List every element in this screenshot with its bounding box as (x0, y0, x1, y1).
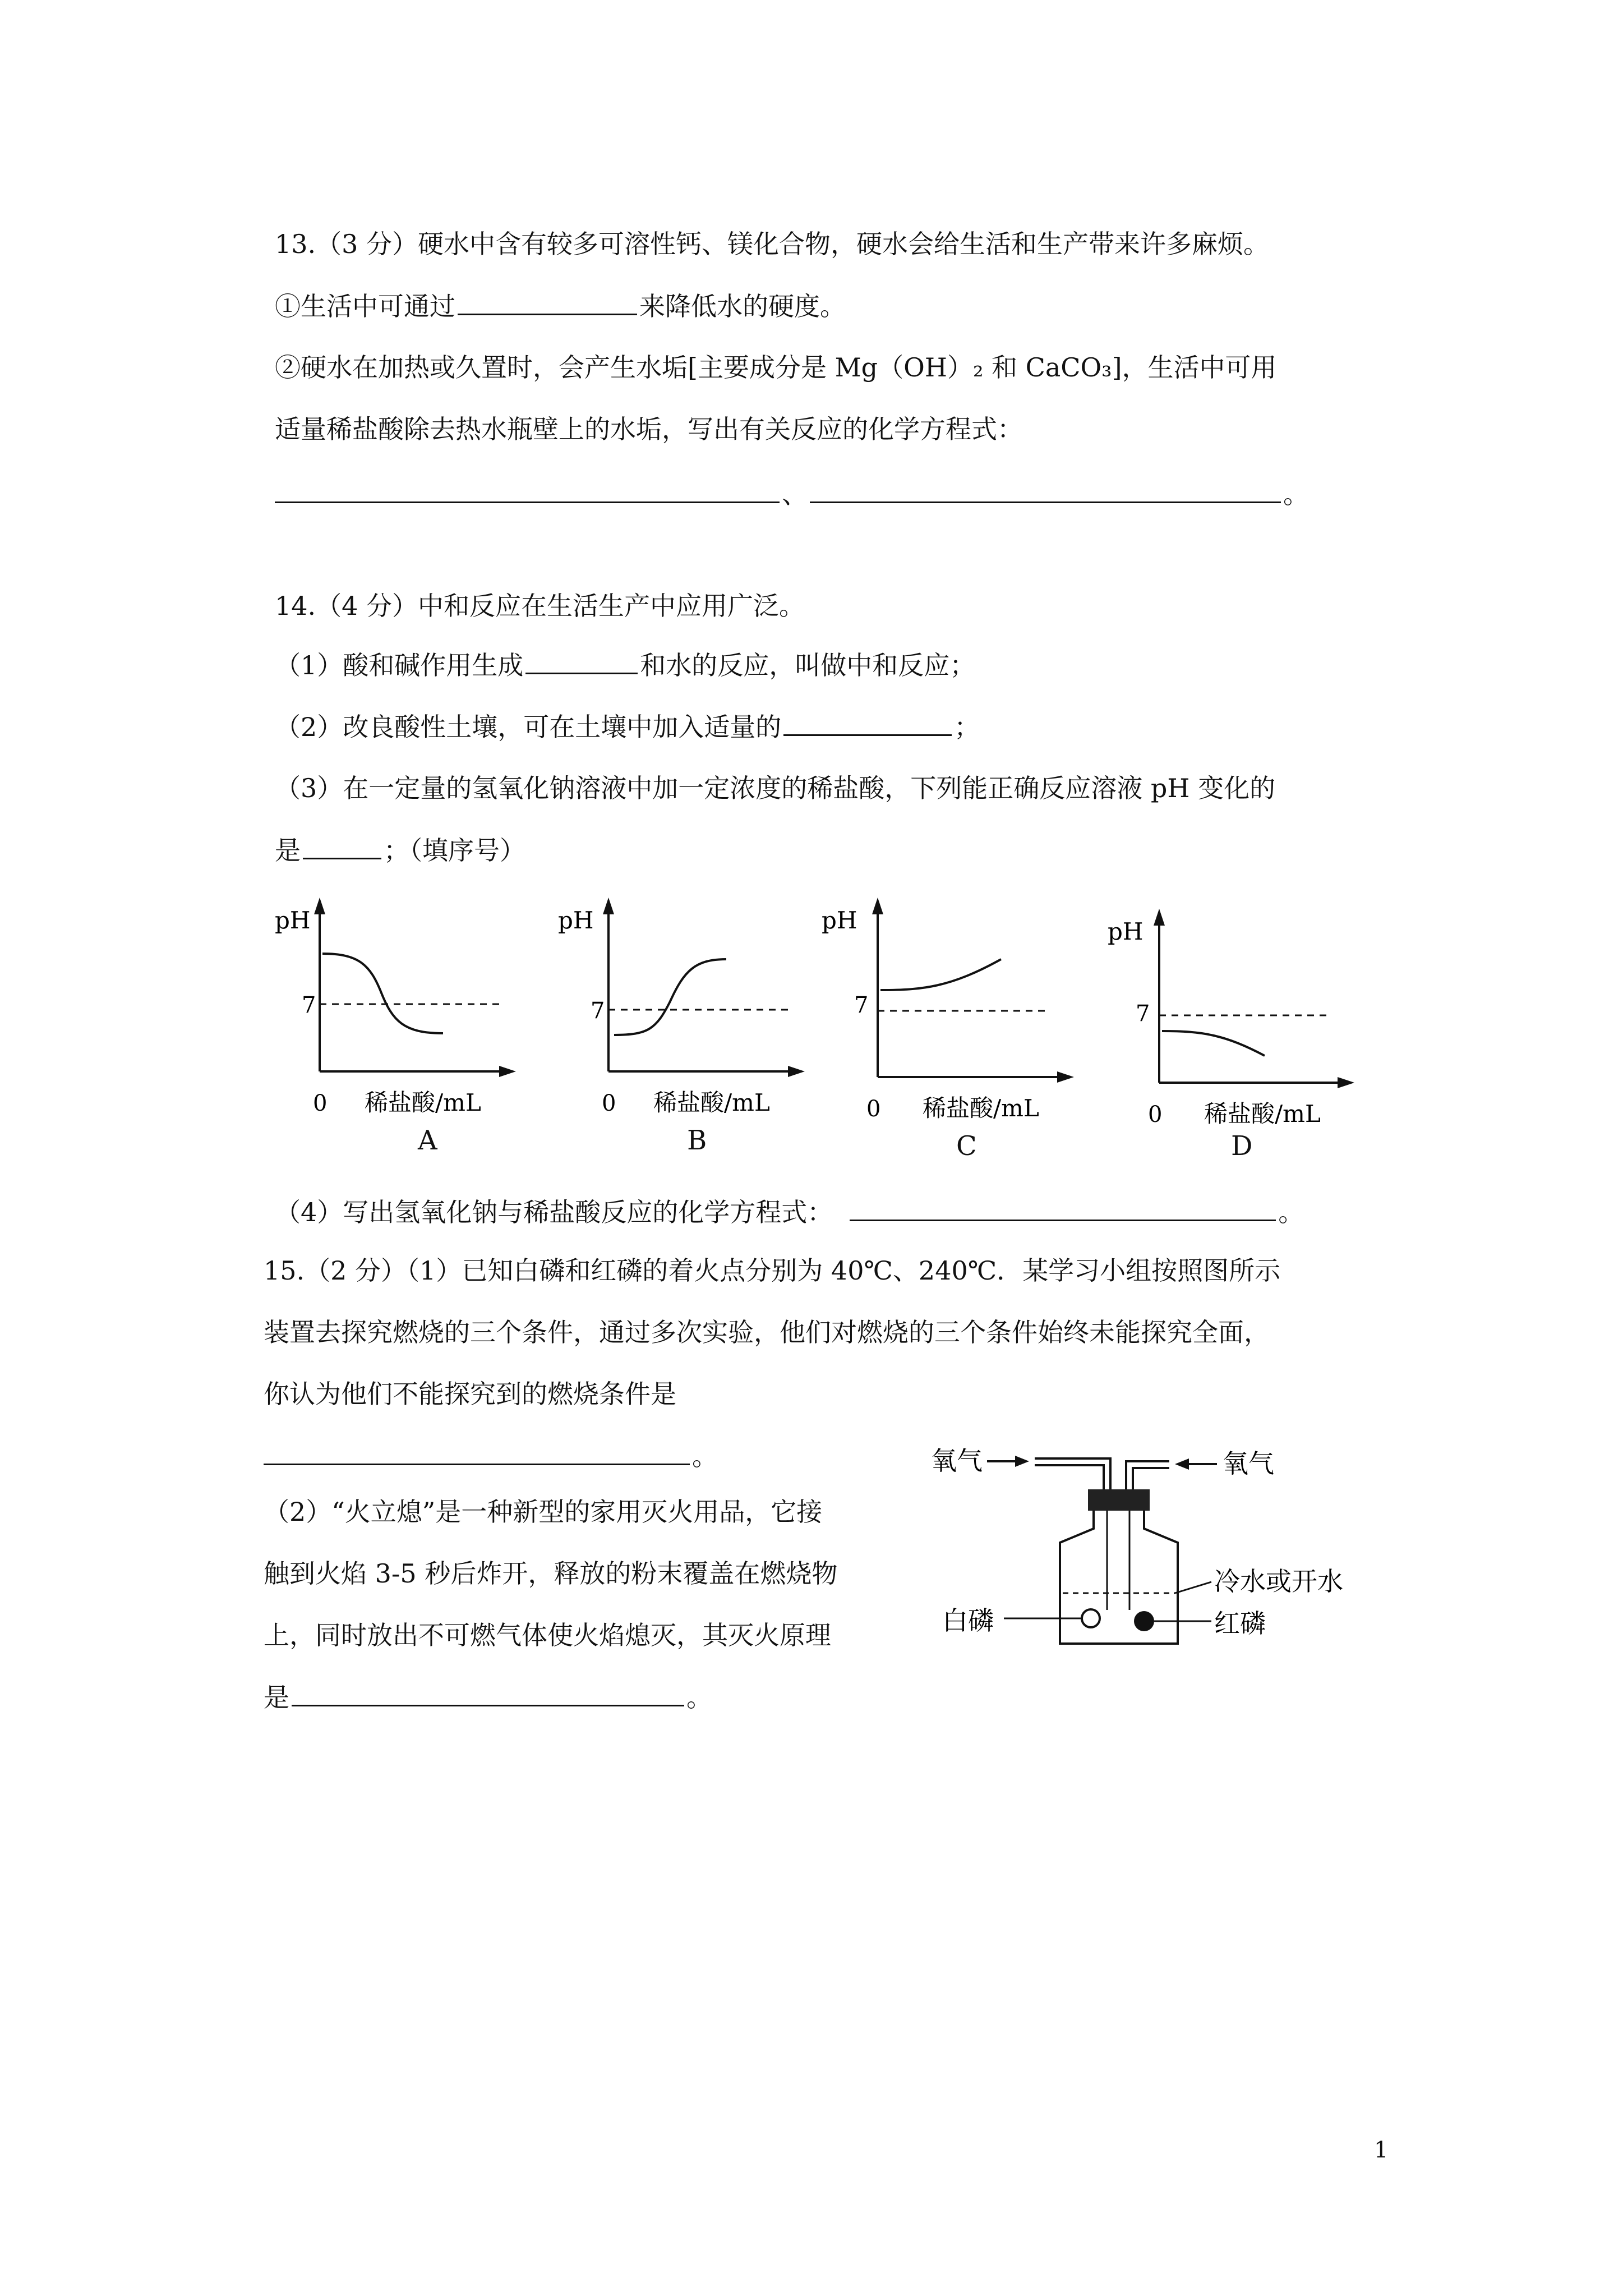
red-phosphorus-label: 红磷 (1214, 1608, 1266, 1639)
graph-b-origin: 0 (602, 1091, 616, 1116)
white-phosphorus-label: 白磷 (942, 1605, 994, 1636)
arrow-right-icon (1015, 1456, 1029, 1467)
graph-b-curve (614, 959, 726, 1035)
q14-part3-blank[interactable] (303, 833, 381, 859)
q15-line1: 15.（2 分）（1）已知白磷和红磷的着火点分别为 40℃、240℃．某学习小组按照图所示 (264, 1255, 1281, 1286)
q15-part2-line3: 上，同时放出不可燃气体使火焰熄灭，其灭火原理 (264, 1620, 831, 1650)
q15-part2-before: 是 (264, 1682, 289, 1713)
q13-sub1-blank[interactable] (458, 289, 637, 315)
graph-a-ref: 7 (302, 992, 316, 1018)
q14-part3-line1: （3）在一定量的氢氧化钠溶液中加一定浓度的稀盐酸，下列能正确反应溶液 pH 变化的 (275, 773, 1276, 803)
page-number: 1 (1374, 2137, 1389, 2163)
q13-equation-blank-1[interactable] (275, 477, 780, 503)
graph-c-ylabel: pH (822, 907, 857, 934)
red-phosphorus (1134, 1611, 1154, 1631)
white-phosphorus (1082, 1609, 1100, 1627)
graph-a-xlabel: 稀盐酸/mL (365, 1089, 481, 1116)
q14-part1-blank[interactable] (525, 648, 638, 674)
q14-part1-before: （1）酸和碱作用生成 (275, 650, 524, 680)
q13-sub1-after: 来降低水的硬度。 (639, 291, 846, 321)
graph-b-ref: 7 (591, 998, 605, 1024)
q14-part4-after: 。 (1278, 1197, 1304, 1227)
graph-c-origin: 0 (866, 1096, 881, 1122)
q15-line3: 你认为他们不能探究到的燃烧条件是 (264, 1379, 676, 1409)
q13-sub2-line2: 适量稀盐酸除去热水瓶壁上的水垢，写出有关反应的化学方程式： (275, 414, 1023, 444)
graph-a-curve (322, 954, 443, 1033)
oxygen-right-label: 氧气 (1223, 1448, 1274, 1479)
q13-sub2-line1: ②硬水在加热或久置时，会产生水垢[主要成分是 Mg（OH）₂ 和 CaCO₃]，生活中可用 (275, 352, 1277, 383)
q15-answer1 (264, 1439, 718, 1473)
q15-line2: 装置去探究燃烧的三个条件，通过多次实验，他们对燃烧的三个条件始终未能探究全面， (264, 1317, 1270, 1347)
graph-d-ref: 7 (1136, 1001, 1150, 1027)
q14-part2-before: （2）改良酸性土壤，可在土壤中加入适量的 (275, 712, 782, 742)
q15-part1-blank[interactable] (264, 1439, 690, 1465)
q14-part3-before: 是 (275, 835, 301, 866)
q13-answer-line (275, 477, 1309, 511)
q13-sub1 (275, 289, 846, 323)
graph-a-ylabel: pH (275, 907, 311, 934)
q14-part2 (275, 710, 980, 744)
graph-c-curve (880, 959, 1001, 990)
graph-d-xlabel: 稀盐酸/mL (1204, 1100, 1321, 1128)
graph-a (264, 886, 527, 1133)
q15-part2-after: 。 (686, 1682, 712, 1713)
oxygen-left-label: 氧气 (931, 1446, 983, 1476)
graph-d-ylabel: pH (1108, 918, 1144, 945)
graph-b-ylabel: pH (558, 907, 594, 934)
q14-part2-blank[interactable] (783, 710, 952, 736)
combustion-apparatus (920, 1425, 1357, 1660)
q13-equation-blank-2[interactable] (810, 477, 1281, 503)
q15-part2-line2: 触到火焰 3-5 秒后炸开，释放的粉末覆盖在燃烧物 (264, 1558, 838, 1589)
water-label: 冷水或开水 (1214, 1566, 1343, 1596)
graph-d-letter: D (1231, 1130, 1253, 1162)
graph-c-xlabel: 稀盐酸/mL (923, 1094, 1039, 1122)
q14-part1-after: 和水的反应，叫做中和反应； (640, 650, 976, 680)
q15-part2-line4 (264, 1680, 712, 1714)
q14-part2-after: ； (954, 712, 980, 742)
graph-d (1108, 898, 1371, 1144)
graph-a-letter: A (418, 1125, 437, 1156)
q13-end: 。 (1283, 479, 1309, 509)
q15-part2-blank[interactable] (292, 1680, 684, 1706)
q14-part4-before: （4）写出氢氧化钠与稀盐酸反应的化学方程式： (275, 1197, 833, 1227)
graph-d-origin: 0 (1148, 1102, 1163, 1128)
q14-stem: 14.（4 分）中和反应在生活生产中应用广泛。 (275, 591, 805, 621)
rubber-stopper (1088, 1489, 1150, 1511)
q15-end1: 。 (692, 1441, 718, 1471)
q14-part1 (275, 648, 975, 682)
graph-c (822, 886, 1085, 1133)
graph-c-ref: 7 (854, 992, 869, 1018)
q14-part4-blank[interactable] (850, 1195, 1276, 1221)
graph-c-letter: C (956, 1130, 977, 1162)
q13-stem: 13.（3 分）硬水中含有较多可溶性钙、镁化合物，硬水会给生活和生产带来许多麻烦。 (275, 229, 1270, 259)
graph-a-origin: 0 (313, 1091, 328, 1116)
graph-d-curve (1162, 1031, 1265, 1056)
arrow-left-icon (1175, 1458, 1189, 1470)
q14-part3-line2 (275, 833, 525, 867)
graph-b-xlabel: 稀盐酸/mL (653, 1089, 770, 1116)
q14-part3-after: ；（填序号） (384, 835, 525, 866)
q13-separator: 、 (782, 479, 808, 509)
q15-part2-line1: （2）“火立熄”是一种新型的家用灭火用品，它接 (264, 1497, 823, 1527)
bottle (1060, 1511, 1178, 1644)
q14-part4 (275, 1195, 1304, 1229)
q13-sub1-before: ①生活中可通过 (275, 291, 455, 321)
graph-b (552, 886, 816, 1133)
graph-b-letter: B (687, 1125, 707, 1156)
